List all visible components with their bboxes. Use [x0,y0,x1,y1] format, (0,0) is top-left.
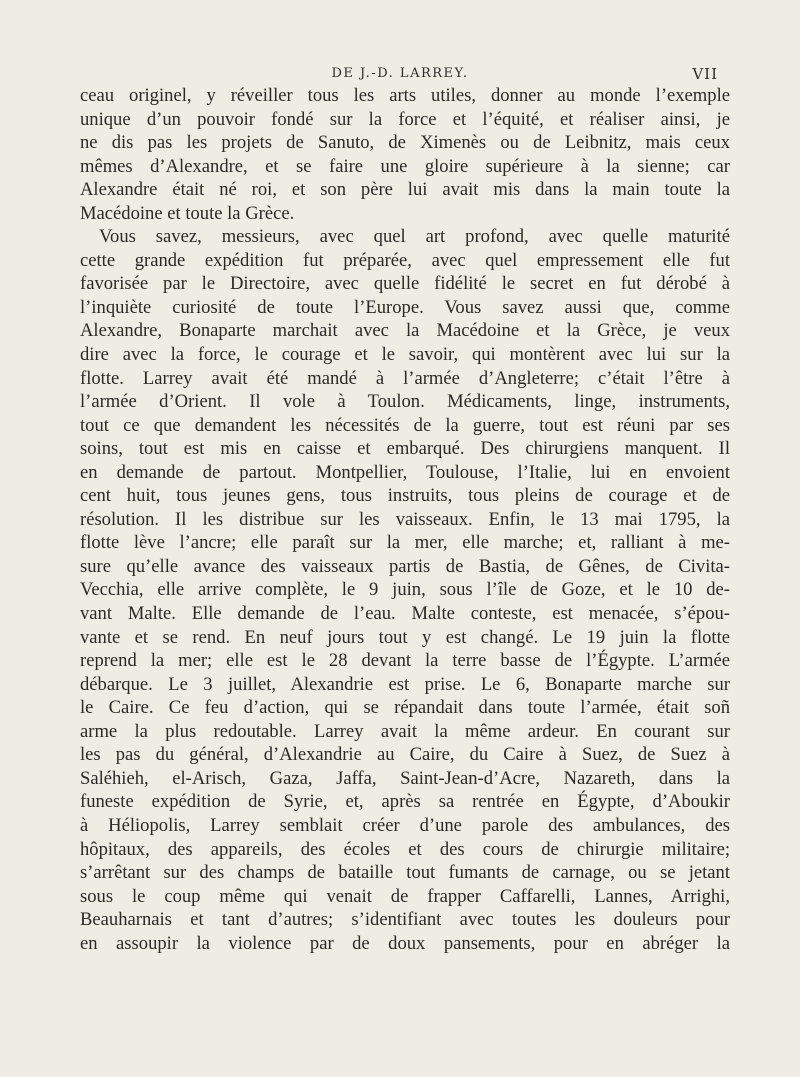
text-line: Vecchia, elle arrive complète, le 9 juin, sous l’île de Goze, et le 10 de- [80,579,730,601]
text-line: en demande de partout. Montpellier, Toulouse, l’Italie, lui en envoient [80,461,730,483]
text-line: funeste expédition de Syrie, et, après sa rentrée en Égypte, d’Aboukir [80,791,730,813]
text-line: reprend la mer; elle est le 28 devant la terre basse de l’Égypte. L’armée [80,650,730,672]
text-line: débarque. Le 3 juillet, Alexandrie est prise. Le 6, Bonaparte marche sur [80,673,730,695]
text-line: vante et se rend. En neuf jours tout y est changé. Le 19 juin la flotte [80,626,730,648]
paragraph-start-line: Vous savez, messieurs, avec quel art profond, avec quelle maturité [99,226,730,248]
text-line: cent huit, tous jeunes gens, tous instruits, tous pleins de courage et de [80,485,730,507]
text-line: hôpitaux, des appareils, des écoles et des cours de chirurgie militaire; [80,838,730,860]
text-line: s’arrêtant sur des champs de bataille tout fumants de carnage, ou se jetant [80,862,730,884]
text-line: les pas du général, d’Alexandrie au Caire, du Caire à Suez, de Suez à [80,744,730,766]
running-head-title: DE J.-D. LARREY. [331,66,469,81]
text-line: à Héliopolis, Larrey semblait créer d’une parole des ambulances, des [80,814,730,836]
text-line: l’inquiète curiosité de toute l’Europe. Vous savez aussi que, comme [80,296,730,318]
text-line: mêmes d’Alexandre, et se faire une gloire supérieure à la sienne; car [80,155,730,177]
page-number: VII [692,65,718,83]
text-line: dire avec la force, le courage et le savoir, qui montèrent avec lui sur la [80,344,730,366]
text-line: flotte. Larrey avait été mandé à l’armée d’Angleterre; c’était l’être à [80,367,730,389]
text-line: Saléhieh, el-Arisch, Gaza, Jaffa, Saint-Jean-d’Acre, Nazareth, dans la [80,767,730,789]
text-line: en assoupir la violence par de doux pansements, pour en abréger la [80,932,730,954]
text-line: Macédoine et toute la Grèce. [80,202,295,224]
text-line: sure qu’elle avance des vaisseaux partis de Bastia, de Gênes, de Civita- [80,555,730,577]
text-line: Beauharnais et tant d’autres; s’identifiant avec toutes les douleurs pour [80,909,730,931]
body-text [80,84,730,955]
text-line: résolution. Il les distribue sur les vaisseaux. Enfin, le 13 mai 1795, la [80,508,730,530]
text-line: le Caire. Ce feu d’action, qui se répandait dans toute l’armée, était soñ [80,697,730,719]
text-line: vant Malte. Elle demande de l’eau. Malte conteste, est menacée, s’épou- [80,603,730,625]
text-line: ceau originel, y réveiller tous les arts utiles, donner au monde l’exemple [80,85,730,106]
text-line: favorisée par le Directoire, avec quelle fidélité le secret en fut dérobé à [80,273,730,295]
text-line: Alexandre, Bonaparte marchait avec la Macédoine et la Grèce, je veux [80,320,730,342]
text-line: ne dis pas les projets de Sanuto, de Ximenès ou de Leibnitz, mais ceux [80,132,730,154]
text-line: tout ce que demandent les nécessités de la guerre, tout est réuni par ses [80,414,730,436]
text-line: soins, tout est mis en caisse et embarqué. Des chirurgiens manquent. Il [80,438,730,460]
text-line: flotte lève l’ancre; elle paraît sur la mer, elle marche; et, ralliant à me- [80,532,730,554]
text-line: cette grande expédition fut préparée, avec quel empressement elle fut [80,249,730,271]
text-line: Alexandre était né roi, et son père lui avait mis dans la main toute la [80,179,730,201]
text-line: arme la plus redoutable. Larrey avait la même ardeur. En courant sur [80,720,730,742]
text-line: l’armée d’Orient. Il vole à Toulon. Médicaments, linge, instruments, [80,391,730,413]
text-line: sous le coup même qui venait de frapper Caffarelli, Lannes, Arrighi, [80,885,730,907]
text-line: unique d’un pouvoir fondé sur la force et l’équité, et réaliser ainsi, je [80,108,730,130]
